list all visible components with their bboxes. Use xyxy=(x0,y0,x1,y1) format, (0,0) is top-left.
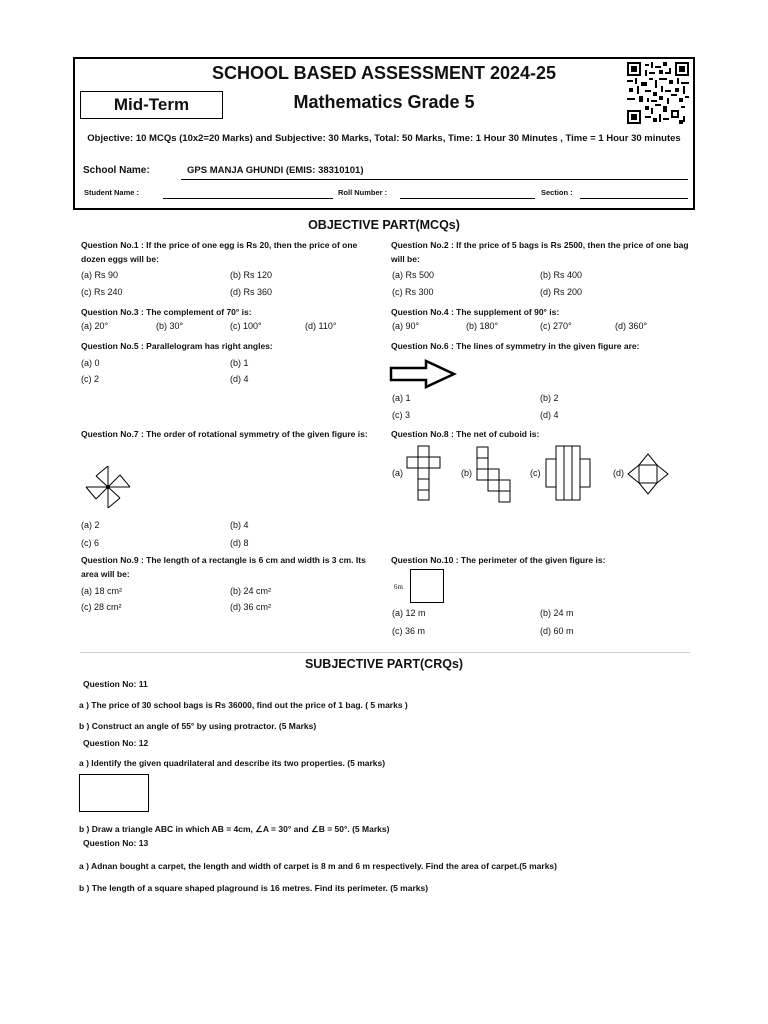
section-divider xyxy=(80,652,690,653)
quadrilateral-figure xyxy=(79,774,149,812)
question-2: Question No.2 : If the price of 5 bags is Rs 2500, then the price of one bag will be: xyxy=(391,240,689,264)
q1-option-d: (d) Rs 360 xyxy=(230,287,273,297)
section-label: Section : xyxy=(541,188,573,197)
q4-option-d: (d) 360° xyxy=(615,321,648,331)
question-3: Question No.3 : The complement of 70° is: xyxy=(81,307,252,317)
q4-option-b: (b) 180° xyxy=(466,321,499,331)
square-side-label: 6m xyxy=(394,583,403,591)
q6-option-d: (d) 4 xyxy=(540,410,559,420)
q6-option-c: (c) 3 xyxy=(392,410,410,420)
question-12-heading: Question No: 12 xyxy=(83,738,149,748)
q5-option-d: (d) 4 xyxy=(230,374,249,384)
q3-option-c: (c) 100° xyxy=(230,321,262,331)
net-figure-c xyxy=(544,445,592,501)
question-12b: b ) Draw a triangle ABC in which AB = 4cm, ∠A = 30° and ∠B = 50°. (5 Marks) xyxy=(79,824,390,834)
q7-option-c: (c) 6 xyxy=(81,538,99,548)
question-10: Question No.10 : The perimeter of the given figure is: xyxy=(391,555,606,565)
question-9: Question No.9 : The length of a rectangle is 6 cm and width is 3 cm. Its area will be: xyxy=(81,555,366,579)
q7-option-a: (a) 2 xyxy=(81,520,100,530)
q5-option-b: (b) 1 xyxy=(230,358,249,368)
objective-section-title: OBJECTIVE PART(MCQs) xyxy=(308,218,460,232)
q9-option-b: (b) 24 cm² xyxy=(230,586,272,596)
school-name-value: GPS MANJA GHUNDI (EMIS: 38310101) xyxy=(187,165,364,176)
roll-number-field[interactable] xyxy=(400,198,535,199)
q3-option-b: (b) 30° xyxy=(156,321,184,331)
q2-option-a: (a) Rs 500 xyxy=(392,270,435,280)
square-figure xyxy=(410,569,444,603)
q2-option-b: (b) Rs 400 xyxy=(540,270,583,280)
q8-option-c: (c) xyxy=(530,468,541,478)
student-name-label: Student Name : xyxy=(84,188,140,197)
q5-option-c: (c) 2 xyxy=(81,374,99,384)
q1-option-b: (b) Rs 120 xyxy=(230,270,273,280)
q8-option-d: (d) xyxy=(613,468,624,478)
subjective-section-title: SUBJECTIVE PART(CRQs) xyxy=(304,657,464,671)
question-4: Question No.4 : The supplement of 90° is: xyxy=(391,307,560,317)
q9-option-a: (a) 18 cm² xyxy=(81,586,123,596)
question-5: Question No.5 : Parallelogram has right angles: xyxy=(81,341,273,351)
q8-option-a: (a) xyxy=(392,468,403,478)
net-figure-b xyxy=(474,445,514,503)
q2-option-d: (d) Rs 200 xyxy=(540,287,583,297)
q10-option-a: (a) 12 m xyxy=(392,608,426,618)
question-11b: b ) Construct an angle of 55° by using protractor. (5 Marks) xyxy=(79,721,317,731)
question-13-heading: Question No: 13 xyxy=(83,838,149,848)
roll-number-label: Roll Number : xyxy=(338,188,388,197)
q9-option-d: (d) 36 cm² xyxy=(230,602,272,612)
q10-option-d: (d) 60 m xyxy=(540,626,574,636)
arrow-figure xyxy=(390,360,456,388)
page-title: SCHOOL BASED ASSESSMENT 2024-25 xyxy=(211,63,557,83)
question-1: Question No.1 : If the price of one egg is Rs 20, then the price of one dozen eggs will be: xyxy=(81,240,358,264)
q10-option-b: (b) 24 m xyxy=(540,608,574,618)
q10-option-c: (c) 36 m xyxy=(392,626,426,636)
question-13a: a ) Adnan bought a carpet, the length and width of carpet is 8 m and 6 m respectively. Find the area of carpet.(5 marks) xyxy=(79,861,557,871)
q9-option-c: (c) 28 cm² xyxy=(81,602,122,612)
question-7: Question No.7 : The order of rotational symmetry of the given figure is: xyxy=(81,429,368,439)
q6-option-b: (b) 2 xyxy=(540,393,559,403)
exam-instructions: Objective: 10 MCQs (10x2=20 Marks) and Subjective: 30 Marks, Total: 50 Marks, Time: 1 Hour 30 Minutes , Time = 1 Hour 30 minutes xyxy=(87,133,681,144)
pinwheel-figure xyxy=(82,464,134,510)
question-11a: a ) The price of 30 school bags is Rs 36000, find out the price of 1 bag. ( 5 marks ) xyxy=(79,700,408,710)
q4-option-a: (a) 90° xyxy=(392,321,420,331)
q3-option-d: (d) 110° xyxy=(305,321,337,331)
question-11-heading: Question No: 11 xyxy=(83,679,148,689)
net-figure-a xyxy=(405,445,445,501)
school-name-underline xyxy=(181,179,688,180)
q7-option-d: (d) 8 xyxy=(230,538,249,548)
question-12a: a ) Identify the given quadrilateral and describe its two properties. (5 marks) xyxy=(79,758,386,768)
net-figure-d xyxy=(626,453,670,495)
q1-option-c: (c) Rs 240 xyxy=(81,287,123,297)
student-name-field[interactable] xyxy=(163,198,333,199)
qr-code-icon xyxy=(627,62,689,124)
term-badge: Mid-Term xyxy=(80,91,223,119)
question-13b: b ) The length of a square shaped plaground is 16 metres. Find its perimeter. (5 marks) xyxy=(79,883,429,893)
question-8: Question No.8 : The net of cuboid is: xyxy=(391,429,540,439)
subject-title: Mathematics Grade 5 xyxy=(293,92,475,112)
q2-option-c: (c) Rs 300 xyxy=(392,287,434,297)
school-name-label: School Name: xyxy=(83,165,150,176)
q1-option-a: (a) Rs 90 xyxy=(81,270,119,280)
q5-option-a: (a) 0 xyxy=(81,358,100,368)
q3-option-a: (a) 20° xyxy=(81,321,109,331)
q6-option-a: (a) 1 xyxy=(392,393,411,403)
q8-option-b: (b) xyxy=(461,468,472,478)
section-field[interactable] xyxy=(580,198,688,199)
question-6: Question No.6 : The lines of symmetry in the given figure are: xyxy=(391,341,640,351)
q7-option-b: (b) 4 xyxy=(230,520,249,530)
q4-option-c: (c) 270° xyxy=(540,321,572,331)
